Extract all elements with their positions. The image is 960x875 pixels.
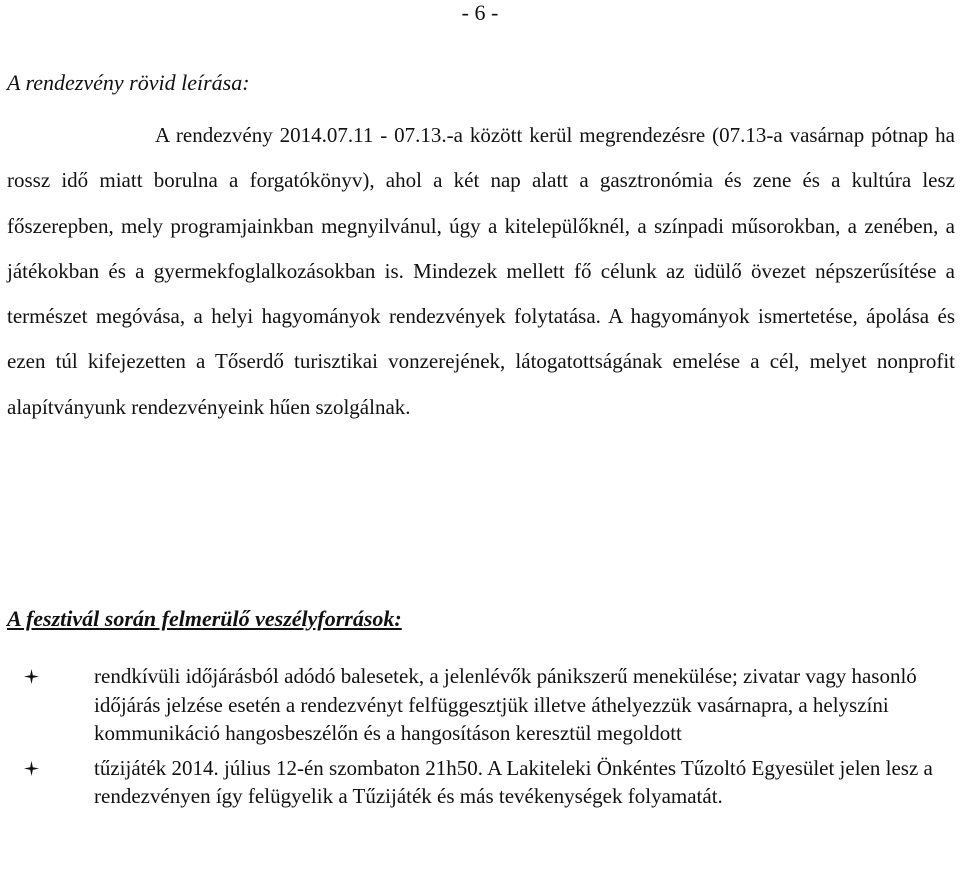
hazards-heading: A fesztivál során felmerülő veszélyforrások: xyxy=(7,606,402,631)
hazard-list xyxy=(0,662,960,817)
hazard-list-item xyxy=(0,754,960,811)
hazard-item-text: tűzijáték 2014. július 12-én szombaton 21h50. A Lakiteleki Önkéntes Tűzoltó Egyesület jelen lesz a rendezvényen így felügyelik a Tűzijáték és más tevékenységek folyamatát. xyxy=(94,755,933,809)
event-description-paragraph: A rendezvény 2014.07.11 - 07.13.-a között kerül megrendezésre (07.13-a vasárnap pótnap ha rossz idő miatt borulna a forgatókönyv), ahol a két nap alatt a gasztronómia és zene és a kultúra lesz főszerepben, mely programjainkban megnyilvánul, úgy a kitelepülőknél, a színpadi műsorokban, a zenében, a játékokban és a gyermekfoglalkozásokban is. Mindezek mellett fő célunk az üdülő övezet népszerűsítése a természet megóvása, a helyi hagyományok rendezvények folytatása. A hagyományok ismertetése, ápolása és ezen túl kifejezetten a Tőserdő turisztikai vonzerejének, látogatottságának emelése a cél, melyet nonprofit alapítványunk rendezvényeink hűen szolgálnak. xyxy=(7,123,955,419)
four-point-star-icon xyxy=(21,662,41,691)
hazard-item-text: rendkívüli időjárásból adódó balesetek, a jelenlévők pánikszerű menekülése; zivatar vagy hasonló időjárás jelzése esetén a rendezvényt felfüggesztjük illetve áthelyezzük vasárnapra, a helyszíni kommunikáció hangosbeszélőn és a hangosításon keresztül megoldott xyxy=(94,664,917,746)
hazard-list-item xyxy=(0,662,960,748)
four-point-star-icon xyxy=(21,754,41,783)
page-number: - 6 - xyxy=(461,0,499,25)
event-description-heading: A rendezvény rövid leírása: xyxy=(7,70,250,95)
